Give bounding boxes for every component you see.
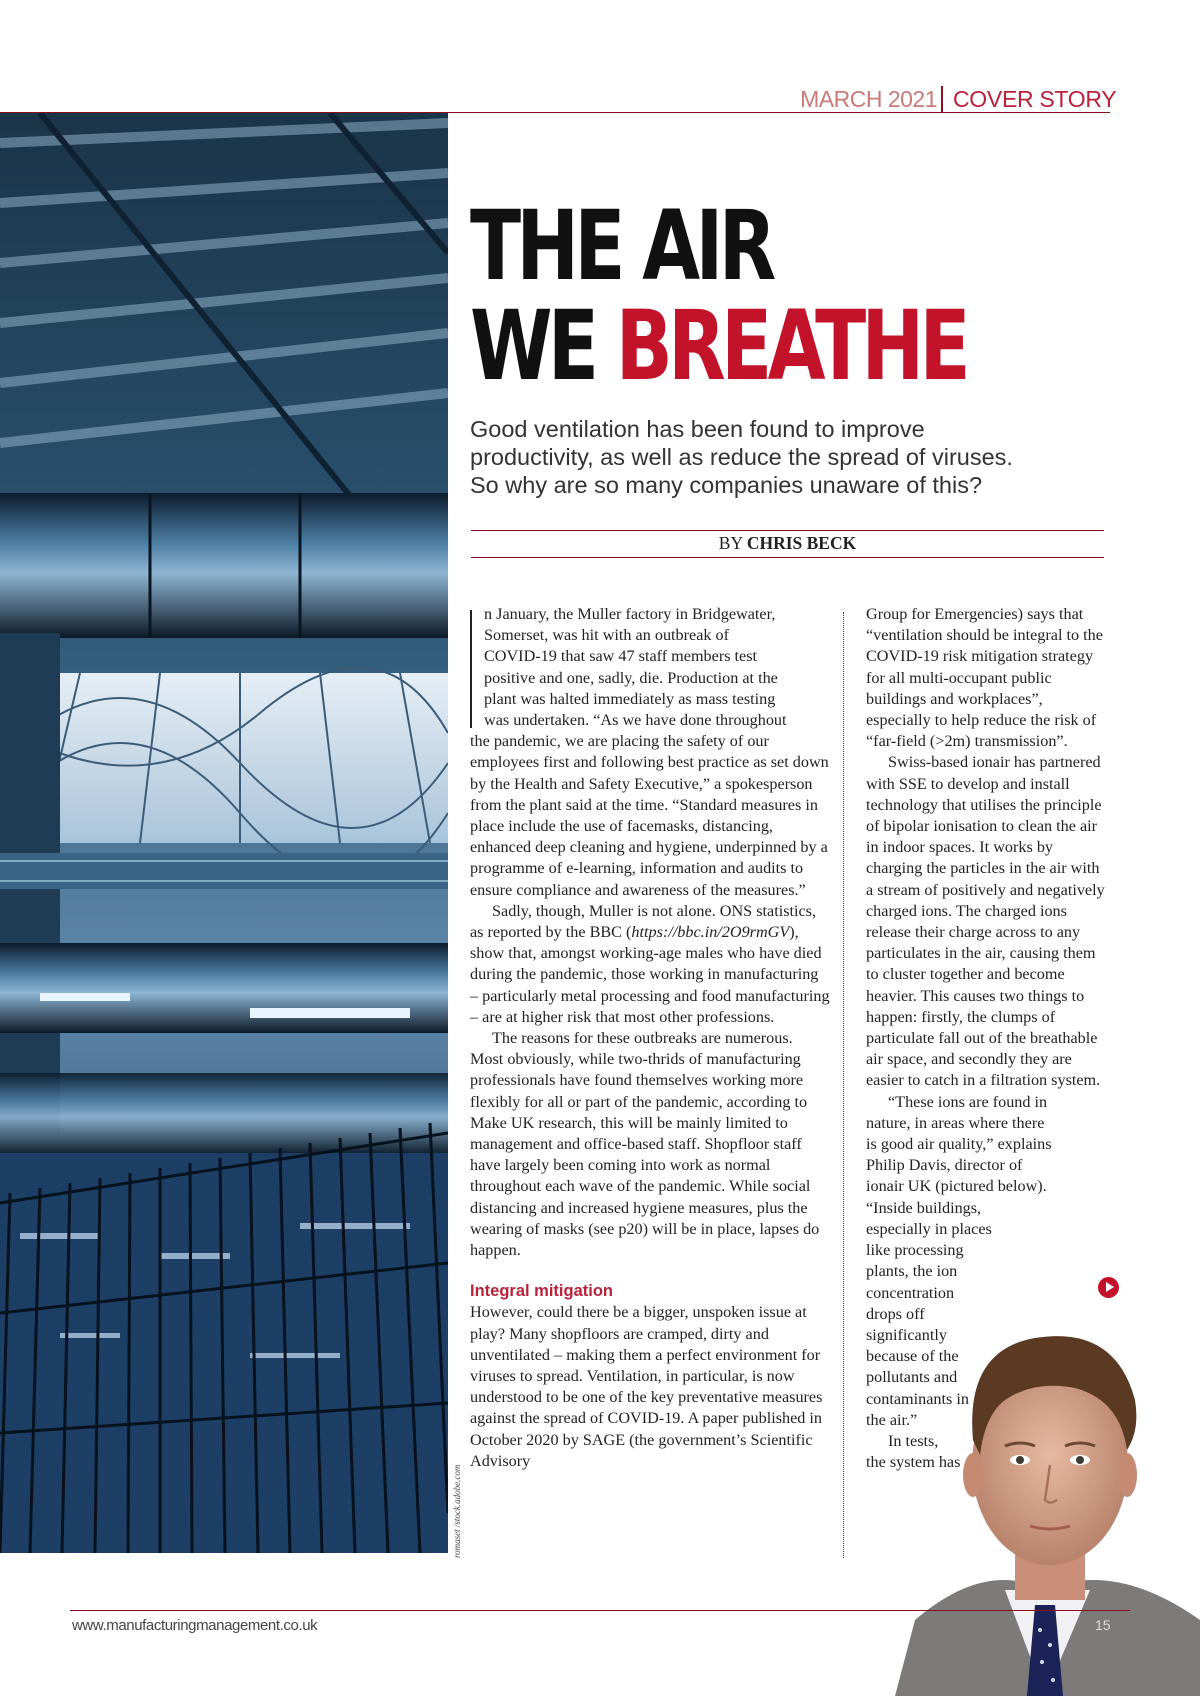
drop-cap-letter-i	[470, 610, 472, 728]
portrait-photo	[895, 1290, 1200, 1696]
paragraph: Group for Emergencies) says that “ventilation should be integral to the COVID-19 risk mitigation strategy for all multi-occupant public buildings and workplaces”, especially to help reduce the risk of “far-field (>2m) transmission”.	[866, 605, 1103, 751]
section-label: COVER STORY	[953, 86, 1117, 112]
paragraph: In tests, the system has	[866, 1431, 961, 1472]
headline	[470, 190, 966, 402]
paragraph: Sadly, though, Muller is not alone. ONS statistics, as reported by the BBC (https://bbc.in/2O9rmGV), show that, amongst working-age males who have died during the pandemic, those working in manufacturing – particularly metal processing and food manufacturing – are at higher risk that most other professions.	[470, 901, 830, 1026]
page-header	[0, 0, 1200, 115]
page-number: 15	[1095, 1617, 1111, 1633]
factory-ducting-photo	[0, 113, 448, 1553]
article-column-1	[470, 604, 830, 1472]
paragraph: The reasons for these outbreaks are numerous. Most obviously, while two-thrids of manufacturing professionals have found themselves working more flexibly for all or part of the pandemic, according to Make UK research, this will be mainly limited to management and office-based staff. Shopfloor staff have largely been coming into work as normal throughout each wave of the pandemic. While social distancing and increased hygiene measures, plus the wearing of masks (see p20) will be in place, lapses do happen.	[470, 1029, 820, 1260]
headline-accent: BREATHE	[615, 290, 966, 402]
paragraph: However, could there be a bigger, unspoken issue at play? Many shopfloors are cramped, dirty and unventilated – making them a perfect environment for viruses to spread. Ventilation, in particular, is now understood to be one of the key preventative measures against the spread of COVID-19. A paper published in October 2020 by SAGE (the government’s Scientific Advisory	[470, 1303, 823, 1470]
author-name: CHRIS BECK	[746, 533, 857, 553]
column-divider	[843, 612, 844, 1558]
paragraph: Swiss-based ionair has partnered with SSE to develop and install technology that utilises the principle of bipolar ionisation to clean the air in indoor spaces. It works by charging the particles in the air with a stream of positively and negatively charged ions. The charged ions release their charge across to any particulates in the air, causing them to cluster together and become heavier. This causes two things to happen: firstly, the clumps of particulate fall out of the breathable air space, and secondly they are easier to catch in a filtration system.	[866, 753, 1105, 1090]
drop-cap-paragraph: n January, the Muller factory in Bridgewater, Somerset, was hit with an outbreak of COVID-19 that saw 47 staff members test positive and one, sadly, die. Production at the plant was halted immediately as mass testing was undertaken. “As we have done throughout	[470, 604, 830, 731]
headline-line-2: WE BREATHE	[470, 290, 966, 402]
source-link[interactable]: https://bbc.in/2O9rmGV	[631, 923, 790, 942]
byline-rule-top	[471, 530, 1104, 531]
footer-rule	[70, 1610, 1130, 1611]
byline: BY CHRIS BECK	[718, 533, 857, 553]
standfirst: Good ventilation has been found to improve productivity, as well as reduce the spread of viruses. So why are so many companies unaware of this?	[470, 416, 1013, 498]
headline-line-1: THE AIR	[470, 190, 772, 302]
quote-paragraph: “These ions are found in nature, in areas where there is good air quality,” explains Philip Davis, director of ionair UK (pictured below). “Inside buildings, especially in places like processing plants, the ion concentration drops off significantly because of the pollutants and contaminants in the air.”	[866, 1092, 1052, 1429]
subheading: Integral mitigation	[470, 1282, 614, 1301]
byline-rule-bottom	[471, 557, 1104, 558]
header-separator	[941, 86, 943, 112]
website-url[interactable]: www.manufacturingmanagement.co.uk	[72, 1617, 318, 1634]
issue-date: MARCH 2021	[800, 86, 937, 112]
photo-credit: romaset /stock.adobe.com	[452, 1464, 462, 1558]
paragraph: the pandemic, we are placing the safety of our employees first and following best practice as set down by the Health and Safety Executive,” a spokesperson from the plant said at the time. “Standard measures in place include the use of facemasks, distancing, enhanced deep cleaning and hygiene, underpinned by a programme of e-learning, information and audits to ensure compliance and awareness of the measures.”	[470, 732, 829, 899]
